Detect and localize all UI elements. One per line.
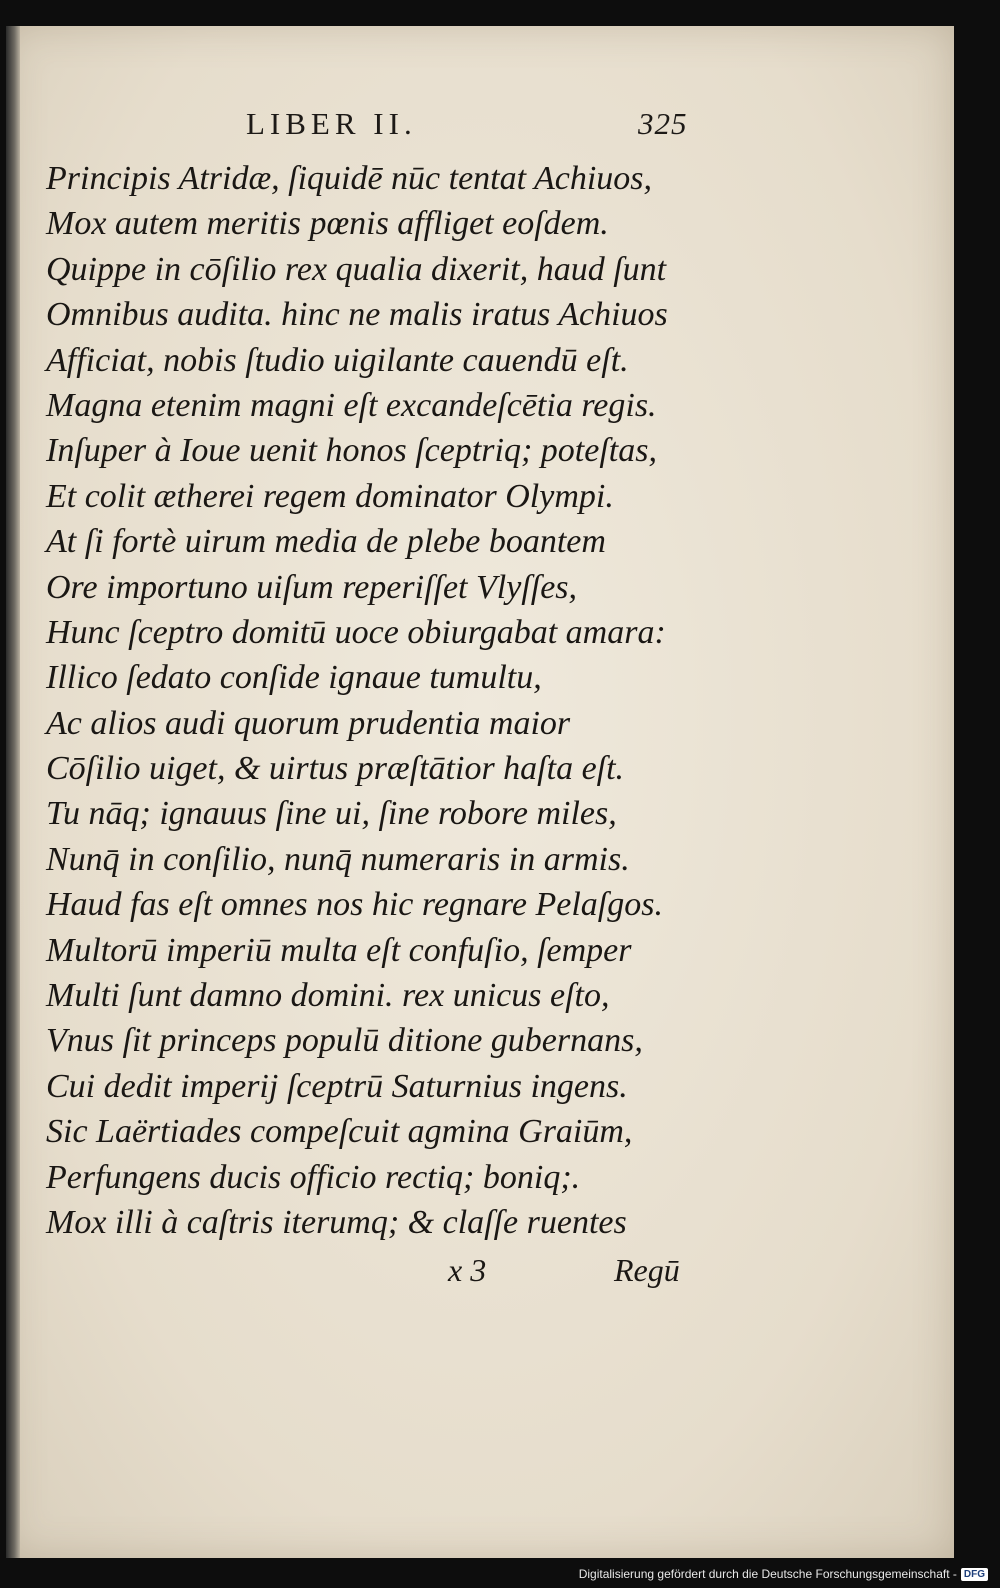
verse-line: At ſi fortè uirum media de plebe boantem [46,523,606,561]
verse-line: Inſuper à Ioue uenit honos ſceptriq; poteſtas, [46,432,657,470]
verse-line: Ac alios audi quorum prudentia maior [46,704,571,742]
book-spine [6,26,20,1558]
catchline [6,1252,954,1297]
running-header [6,106,954,146]
verse-line: Multorū imperiū multa eſt confuſio, ſemper [46,931,632,969]
book-page [6,26,954,1558]
verse-line: Omnibus audita. hinc ne malis iratus Achiuos [46,296,668,334]
verse-line: Multi ſunt damno domini. rex unicus eſto, [46,977,610,1015]
page-number: 325 [638,106,688,141]
verse-line: Mox illi à caſtris iterumq; & claſſe ruentes [46,1203,627,1241]
dfg-logo-icon: DFG [961,1568,988,1581]
verse-line: Perfungens ducis officio rectiq; boniq;. [46,1158,581,1196]
running-title: LIBER II. [246,106,417,141]
funding-credit: Digitalisierung gefördert durch die Deutsche Forschungsgemeinschaft - [578,1567,957,1581]
verse-line: Tu nāq; ignauus ſine ui, ſine robore miles, [46,795,617,833]
verse-line: Illico ſedato conſide ignaue tumultu, [46,659,542,697]
verse-line: Cōſilio uiget, & uirtus præſtātior haſta eſt. [46,750,625,788]
verse-line: Vnus ſit princeps populū ditione gubernans, [46,1022,643,1060]
verse-line: Afficiat, nobis ſtudio uigilante cauendū eſt. [46,341,629,379]
signature-mark: x 3 [448,1252,487,1288]
verse-line: Haud fas eſt omnes nos hic regnare Pelaſgos. [46,886,663,924]
verse-line: Sic Laërtiades compeſcuit agmina Graiūm, [46,1113,633,1151]
verse-line: Hunc ſceptro domitū uoce obiurgabat amara: [46,613,666,651]
verse-line: Nunq̄ in conſilio, nunq̄ numeraris in armis. [46,840,630,878]
verse-line: Cui dedit imperij ſceptrū Saturnius ingens. [46,1067,628,1105]
verse-line: Quippe in cōſilio rex qualia dixerit, haud ſunt [46,250,667,288]
verse-line: Principis Atridæ, ſiquidē nūc tentat Achiuos, [46,160,652,197]
verse-text-block [46,156,746,1245]
digitization-footer [579,1564,988,1584]
verse-line: Et colit ætherei regem dominator Olympi. [46,477,614,515]
verse-line: Mox autem meritis pœnis affliget eoſdem. [46,205,609,243]
catchword: Regū [614,1252,680,1288]
verse-line: Magna etenim magni eſt excandeſcētia regis. [46,386,657,424]
verse-line: Ore importuno uiſum reperiſſet Vlyſſes, [46,568,578,606]
